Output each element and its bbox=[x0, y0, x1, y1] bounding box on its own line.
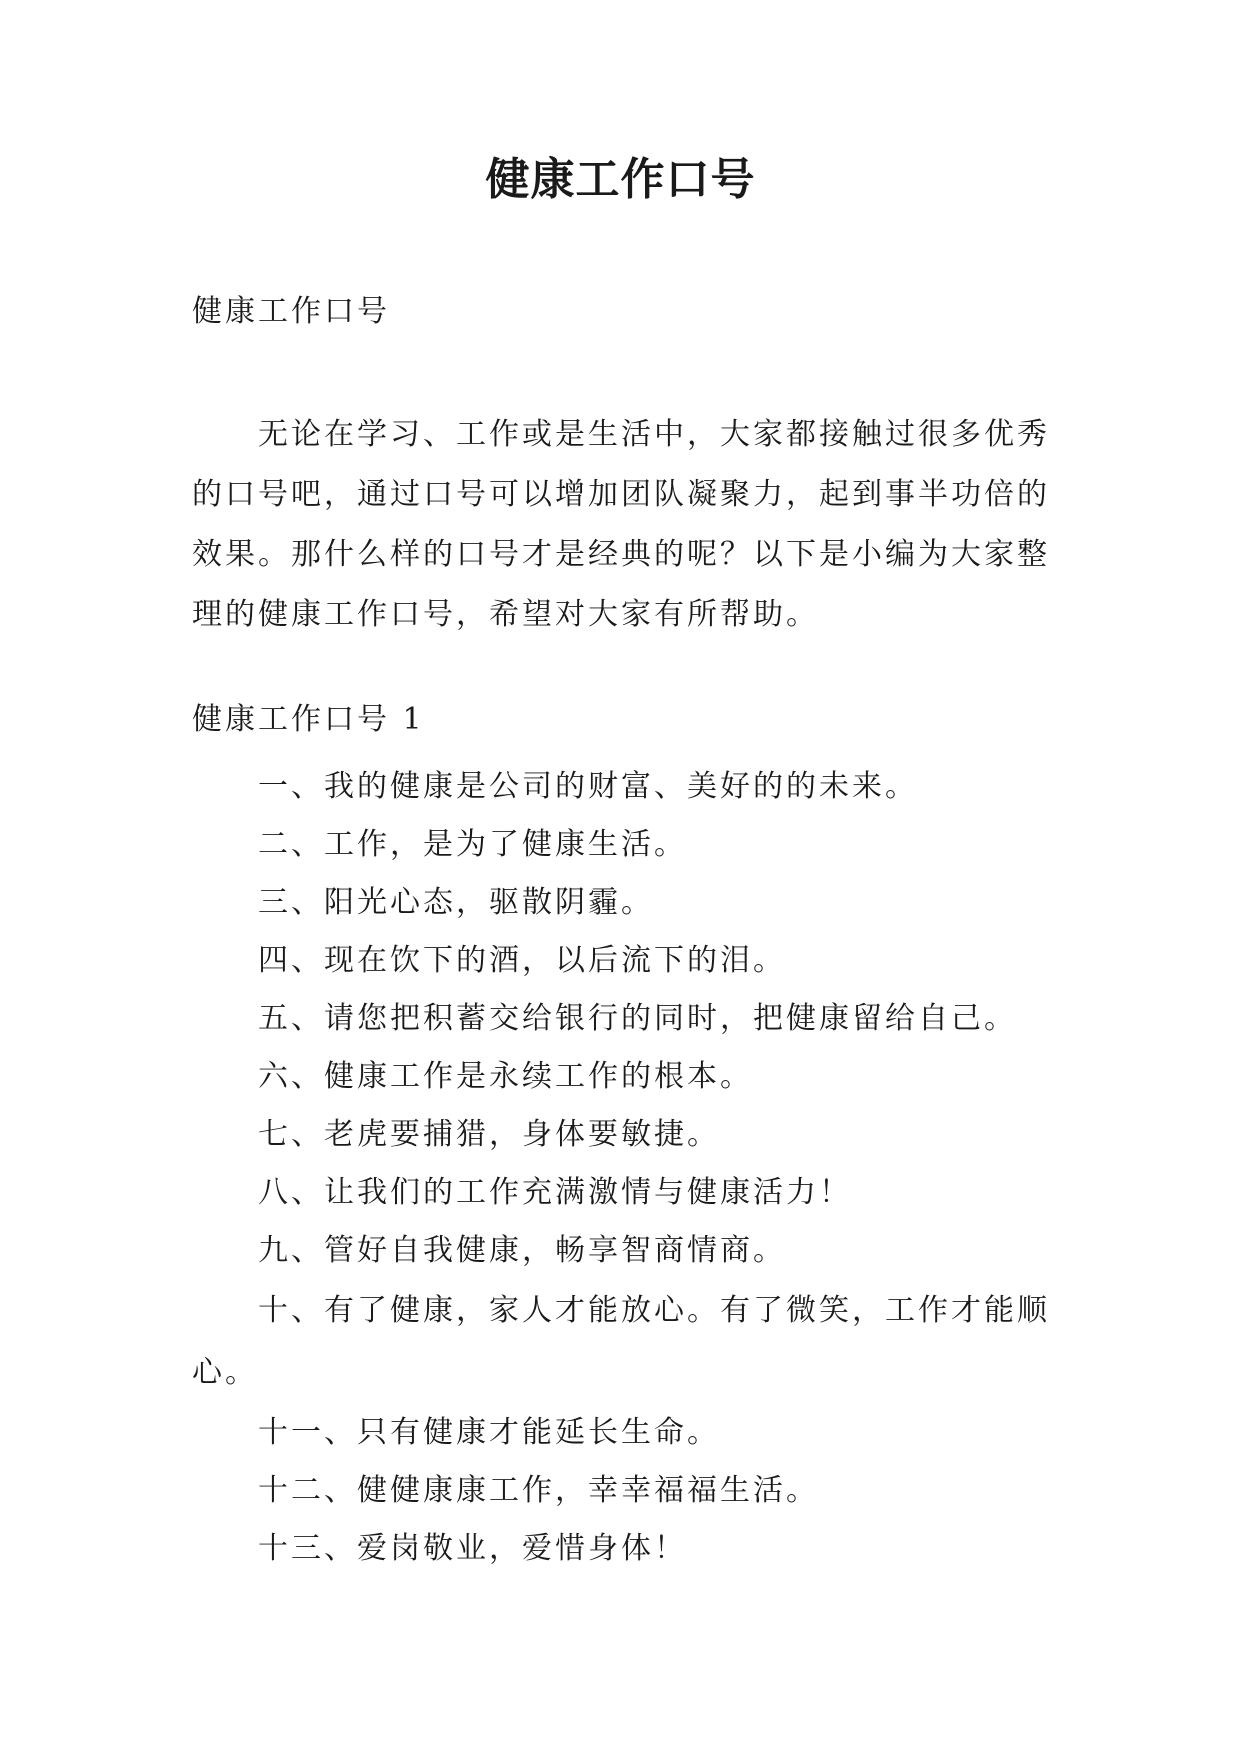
document-subtitle: 健康工作口号 bbox=[192, 294, 390, 329]
slogan-item: 四、现在饮下的酒，以后流下的泪。 bbox=[258, 943, 786, 978]
slogan-item: 六、健康工作是永续工作的根本。 bbox=[258, 1059, 753, 1094]
slogan-item: 八、让我们的工作充满激情与健康活力！ bbox=[258, 1175, 852, 1210]
document-title: 健康工作口号 bbox=[485, 154, 756, 205]
slogan-item: 七、老虎要捕猎，身体要敏捷。 bbox=[258, 1117, 720, 1152]
section-title: 健康工作口号 1 bbox=[192, 702, 425, 737]
slogan-item: 十二、健健康康工作，幸幸福福生活。 bbox=[258, 1473, 819, 1508]
slogan-item: 十一、只有健康才能延长生命。 bbox=[258, 1415, 720, 1450]
slogan-item: 十三、爱岗敬业，爱惜身体！ bbox=[258, 1531, 687, 1566]
slogan-item: 二、工作，是为了健康生活。 bbox=[258, 827, 687, 862]
intro-paragraph: 无论在学习、工作或是生活中，大家都接触过很多优秀的口号吧，通过口号可以增加团队凝聚力，起到事半功倍的效果。那什么样的口号才是经典的呢？以下是小编为大家整理的健康工作口号，希望对大家有所帮助。 bbox=[192, 417, 1050, 632]
slogan-item: 三、阳光心态，驱散阴霾。 bbox=[258, 885, 654, 920]
slogan-item: 九、管好自我健康，畅享智商情商。 bbox=[258, 1233, 786, 1268]
slogan-list bbox=[192, 758, 1050, 1578]
slogan-item: 十、有了健康，家人才能放心。有了微笑，工作才能顺心。 bbox=[192, 1293, 1050, 1390]
slogan-item: 一、我的健康是公司的财富、美好的的未来。 bbox=[258, 769, 918, 804]
slogan-item: 五、请您把积蓄交给银行的同时，把健康留给自己。 bbox=[258, 1001, 1017, 1036]
